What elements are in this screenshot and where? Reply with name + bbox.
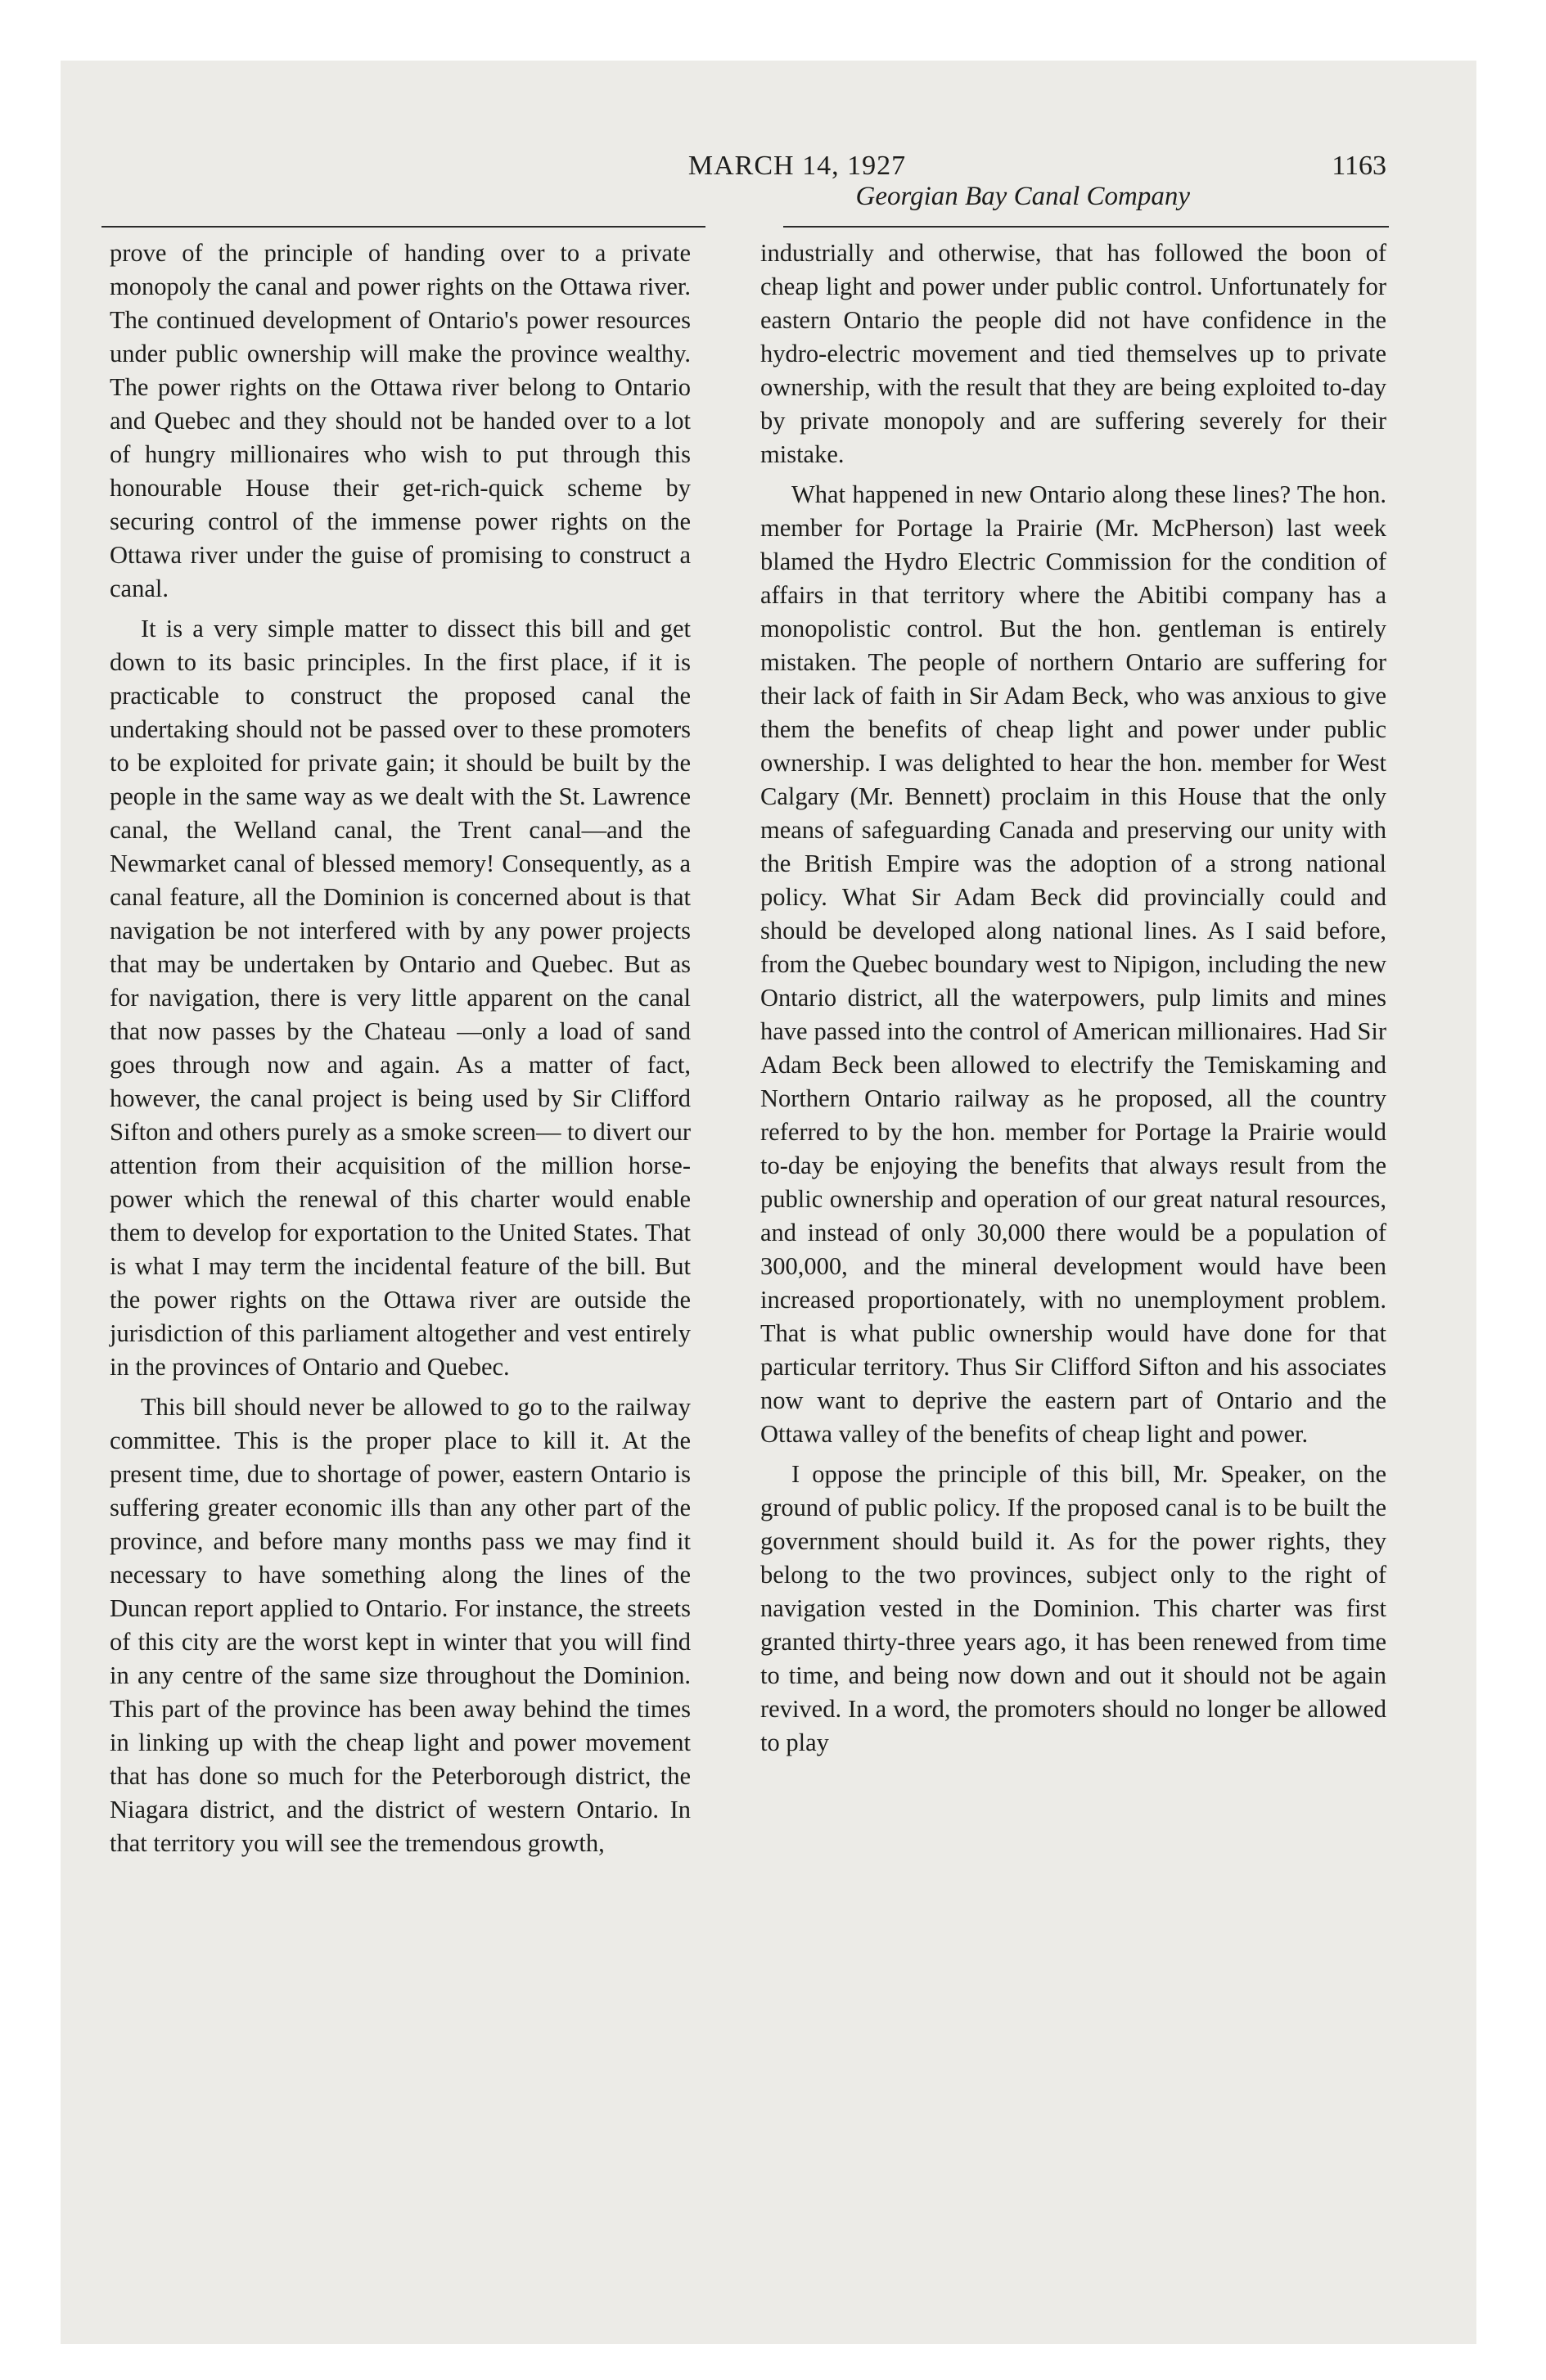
- left-paragraph-1: prove of the principle of handing over to a private monopoly the canal and power rights on the Ottawa river. The continued development of Ontario's power resources under public ownership will make the province wealthy. The power rights on the Ottawa river belong to Ontario and Quebec and they should not be handed over to a lot of hungry millionaires who wish to put through this honourable House their get-rich-quick scheme by securing control of the immense power rights on the Ottawa river under the guise of promising to construct a canal.: [110, 239, 691, 602]
- hansard-page: [61, 61, 1476, 2344]
- left-paragraph-3: This bill should never be allowed to go to the railway committee. This is the proper place to kill it. At the present time, due to shortage of power, eastern Ontario is suffering greater economic ills than any other part of the province, and before many months pass we may find it necessary to have something along the lines of the Duncan report applied to Ontario. For instance, the streets of this city are the worst kept in winter that you will find in any centre of the same size throughout the Dominion. This part of the province has been away behind the times in linking up with the cheap light and power movement that has done so much for the Peterborough district, the Niagara district, and the district of western Ontario. In that territory you will see the tremendous growth,: [110, 1393, 691, 1857]
- page-date: MARCH 14, 1927: [687, 151, 907, 181]
- right-paragraph-2: What happened in new Ontario along these lines? The hon. member for Portage la Prairie (Mr. McPherson) last week blamed the Hydro Electric Commission for the condition of affairs in that territory where the Abitibi company has a monopolistic control. But the hon. gentleman is entirely mistaken. The people of northern Ontario are suffering for their lack of faith in Sir Adam Beck, who was anxious to give them the benefits of cheap light and power under public ownership. I was delighted to hear the hon. member for West Calgary (Mr. Bennett) proclaim in this House that the only means of safeguarding Canada and preserving our unity with the British Empire was the adoption of a strong national policy. What Sir Adam Beck did provincially could and should be developed along national lines. As I said before, from the Quebec boundary west to Nipigon, including the new Ontario district, all the waterpowers, pulp limits and mines have passed into the control of American millionaires. Had Sir Adam Beck been allowed to electrify the Temiskaming and Northern Ontario railway as he proposed, all the country referred to by the hon. member for Portage la Prairie would to-day be enjoying the benefits that always result from the public ownership and operation of our great natural resources, and instead of only 30,000 there would be a population of 300,000, and the mineral development would have been increased proportionately, with no unemployment problem. That is what public ownership would have done for that particular territory. Thus Sir Clifford Sifton and his associates now want to deprive the eastern part of Ontario and the Ottawa valley of the benefits of cheap light and power.: [760, 480, 1386, 1448]
- header-rule-right: [783, 226, 1389, 228]
- left-paragraph-2: It is a very simple matter to dissect this bill and get down to its basic principles. In the first place, if it is practicable to construct the proposed canal the undertaking should not be passed over to these promoters to be exploited for private gain; it should be built by the people in the same way as we dealt with the St. Lawrence canal, the Welland canal, the Trent canal—and the Newmarket canal of blessed memory! Consequently, as a canal feature, all the Dominion is concerned about is that navigation be not interfered with by any power projects that may be undertaken by Ontario and Quebec. But as for navigation, there is very little apparent on the canal that now passes by the Chateau —only a load of sand goes through now and again. As a matter of fact, however, the canal project is being used by Sir Clifford Sifton and others purely as a smoke screen— to divert our attention from their acquisition of the million horse-power which the renewal of this charter would enable them to develop for exportation to the United States. That is what I may term the incidental feature of the bill. But the power rights on the Ottawa river are outside the jurisdiction of this parliament altogether and vest entirely in the provinces of Ontario and Quebec.: [110, 615, 691, 1381]
- page-number: 1163: [1332, 151, 1386, 181]
- right-column: [760, 237, 1386, 1760]
- right-paragraph-1: industrially and otherwise, that has followed the boon of cheap light and power under public control. Unfortunately for eastern Ontario the people did not have confidence in the hydro-electric movement and tied themselves up to private ownership, with the result that they are being exploited to-day by private monopoly and are suffering severely for their mistake.: [760, 239, 1386, 468]
- left-column: [110, 237, 691, 1860]
- header-rule-left: [101, 226, 705, 228]
- page-subtitle: Georgian Bay Canal Company: [855, 182, 1190, 211]
- right-paragraph-3: I oppose the principle of this bill, Mr. Speaker, on the ground of public policy. If the proposed canal is to be built the government should build it. As for the power rights, they belong to the two provinces, subject only to the right of navigation vested in the Dominion. This charter was first granted thirty-three years ago, it has been renewed from time to time, and being now down and out it should not be again revived. In a word, the promoters should no longer be allowed to play: [760, 1460, 1386, 1756]
